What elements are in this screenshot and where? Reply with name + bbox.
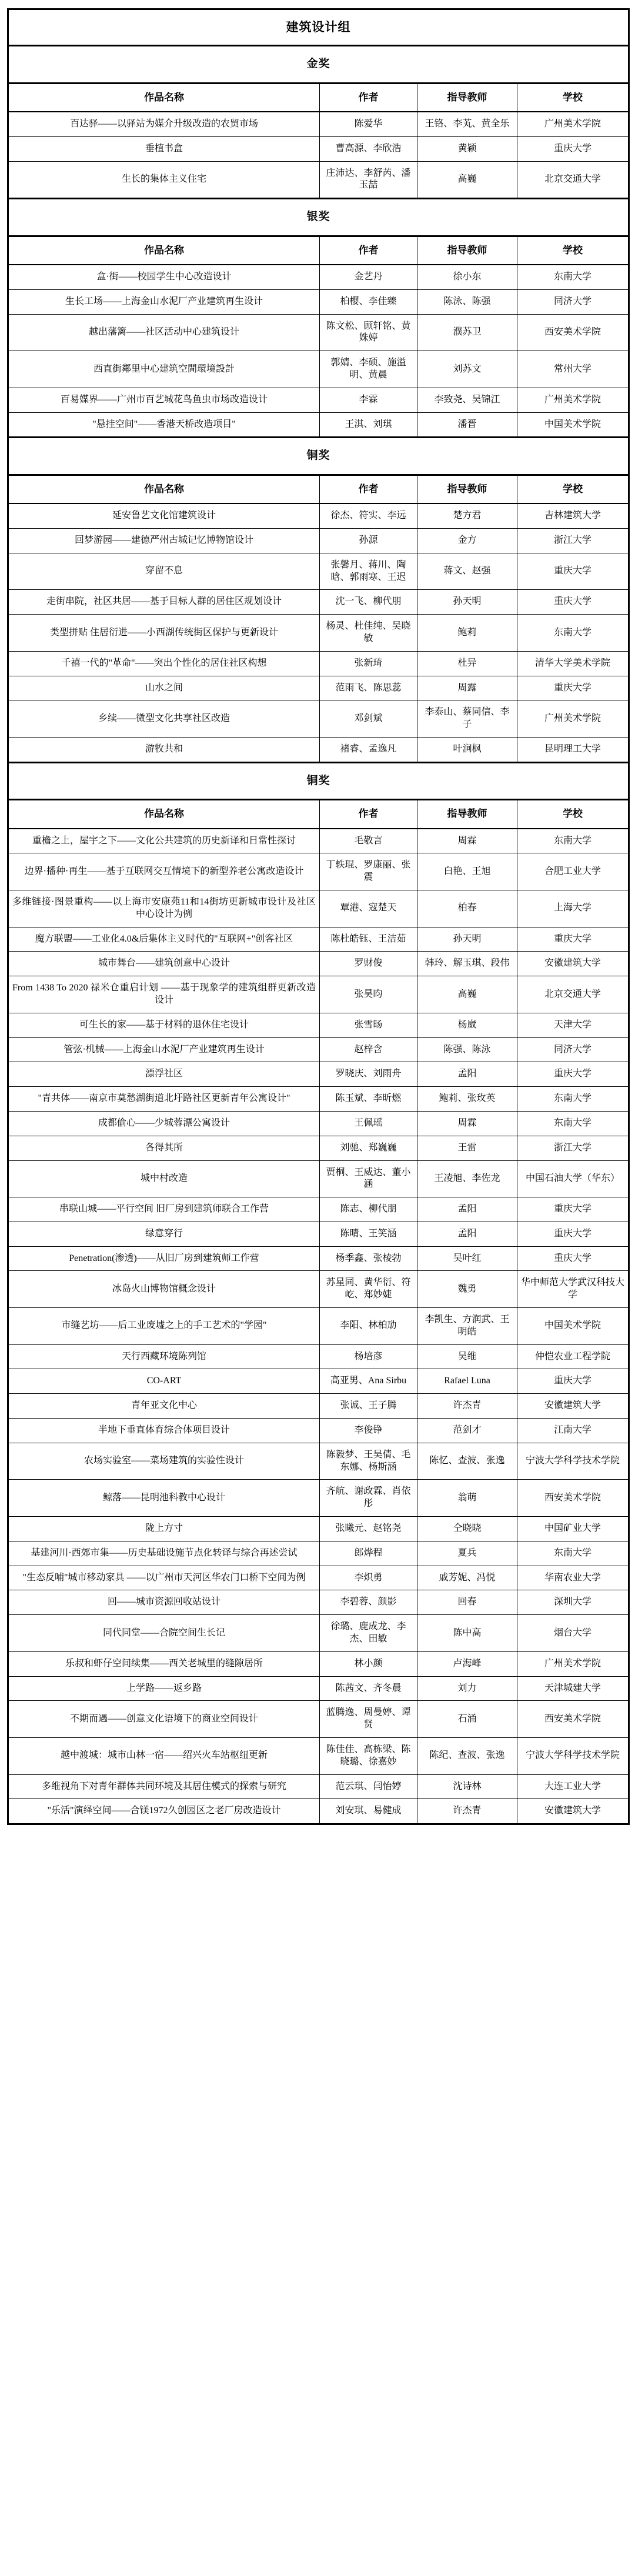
cell-author: 陈爱华	[320, 112, 417, 136]
cell-advisor: 翁萌	[417, 1480, 517, 1517]
cell-advisor: 柏春	[417, 890, 517, 927]
table-row	[8, 700, 629, 738]
cell-school: 中国矿业大学	[517, 1517, 629, 1541]
cell-advisor: 陈泳、陈强	[417, 289, 517, 314]
cell-author: 王淇、刘琪	[320, 412, 417, 438]
cell-work-title: 百达驿——以驿站为媒介升级改造的农贸市场	[8, 112, 320, 136]
cell-author: 高亚男、Ana Sirbu	[320, 1369, 417, 1394]
award-band-row	[8, 46, 629, 84]
cell-school: 大连工业大学	[517, 1774, 629, 1799]
cell-author: 李俊铮	[320, 1419, 417, 1443]
cell-school: 烟台大学	[517, 1615, 629, 1652]
cell-work-title: 漂浮社区	[8, 1062, 320, 1087]
cell-advisor: 周露	[417, 676, 517, 700]
cell-author: 范云琪、闫怡婷	[320, 1774, 417, 1799]
cell-work-title: 绿意穿行	[8, 1222, 320, 1246]
cell-author: 李炽勇	[320, 1566, 417, 1590]
cell-author: 范雨飞、陈思蕊	[320, 676, 417, 700]
cell-school: 清华大学美术学院	[517, 651, 629, 676]
cell-advisor: 杨崴	[417, 1013, 517, 1037]
table-row	[8, 1651, 629, 1676]
column-header-row	[8, 800, 629, 829]
cell-author: 齐航、谢政霖、肖依彤	[320, 1480, 417, 1517]
table-row	[8, 161, 629, 199]
cell-author: 柏樱、李佳臻	[320, 289, 417, 314]
cell-school: 东南大学	[517, 1541, 629, 1566]
cell-advisor: 李泰山、蔡同信、李子	[417, 700, 517, 738]
cell-author: 苏星同、黄华衍、符屹、郑妙婕	[320, 1271, 417, 1308]
table-row	[8, 1394, 629, 1419]
table-row	[8, 388, 629, 412]
table-row	[8, 1443, 629, 1480]
cell-advisor: 高巍	[417, 161, 517, 199]
cell-work-title: 生长的集体主义住宅	[8, 161, 320, 199]
cell-work-title: 山水之间	[8, 676, 320, 700]
cell-school: 中国美术学院	[517, 1308, 629, 1345]
cell-advisor: 仝晓晓	[417, 1517, 517, 1541]
cell-author: 陈晴、王笑涵	[320, 1222, 417, 1246]
column-header-advisor: 指导教师	[417, 475, 517, 504]
table-row	[8, 927, 629, 952]
cell-author: 毛敬言	[320, 829, 417, 853]
table-row	[8, 952, 629, 976]
cell-author: 蓝腾逸、周曼婷、谭贤	[320, 1701, 417, 1738]
cell-school: 中国美术学院	[517, 412, 629, 438]
cell-work-title: 百易媒界——广州市百艺城花鸟鱼虫市场改造设计	[8, 388, 320, 412]
cell-advisor: 鲍莉	[417, 615, 517, 652]
column-header-advisor: 指导教师	[417, 800, 517, 829]
cell-work-title: 各得其所	[8, 1136, 320, 1160]
cell-author: 邓剑斌	[320, 700, 417, 738]
cell-author: 张诚、王子腾	[320, 1394, 417, 1419]
table-row	[8, 289, 629, 314]
cell-work-title: 类型拼贴 住居衍进——小西湖传统街区保护与更新设计	[8, 615, 320, 652]
cell-work-title: 多维链接·图景重构——以上海市安康苑11和14街坊更新城市设计及社区中心设计为例	[8, 890, 320, 927]
table-row	[8, 976, 629, 1013]
cell-advisor: 许杰青	[417, 1394, 517, 1419]
table-row	[8, 553, 629, 590]
cell-advisor: 陈强、陈泳	[417, 1037, 517, 1062]
cell-school: 东南大学	[517, 265, 629, 289]
cell-advisor: Rafael Luna	[417, 1369, 517, 1394]
column-header-author: 作者	[320, 800, 417, 829]
cell-school: 同济大学	[517, 1037, 629, 1062]
table-row	[8, 314, 629, 351]
cell-school: 重庆大学	[517, 1246, 629, 1271]
column-header-row	[8, 475, 629, 504]
cell-advisor: 王铬、李芄、黄全乐	[417, 112, 517, 136]
cell-school: 东南大学	[517, 1111, 629, 1136]
cell-work-title: 穿留不息	[8, 553, 320, 590]
cell-work-title: From 1438 To 2020 禄米仓重启计划 ——基于现象学的建筑组群更新改造设计	[8, 976, 320, 1013]
table-row	[8, 503, 629, 528]
column-header-row	[8, 83, 629, 112]
cell-school: 安徽建筑大学	[517, 1799, 629, 1824]
table-row	[8, 1271, 629, 1308]
cell-school: 重庆大学	[517, 1222, 629, 1246]
table-row	[8, 1369, 629, 1394]
cell-author: 林小颜	[320, 1651, 417, 1676]
cell-school: 东南大学	[517, 1087, 629, 1112]
cell-work-title: 魔方联盟——工业化4.0&后集体主义时代的"互联网+"创客社区	[8, 927, 320, 952]
table-row	[8, 1197, 629, 1222]
cell-work-title: "悬挂空间"——香港天桥改造项目"	[8, 412, 320, 438]
table-row	[8, 1308, 629, 1345]
table-row	[8, 1013, 629, 1037]
cell-advisor: 沈诗林	[417, 1774, 517, 1799]
award-band-label: 金奖	[8, 46, 629, 84]
table-row	[8, 1566, 629, 1590]
table-row	[8, 1799, 629, 1824]
cell-author: 罗财俊	[320, 952, 417, 976]
column-header-work-title: 作品名称	[8, 800, 320, 829]
cell-advisor: 孙天明	[417, 927, 517, 952]
cell-author: 赵梓含	[320, 1037, 417, 1062]
cell-work-title: 生长工场——上海金山水泥厂产业建筑再生设计	[8, 289, 320, 314]
column-header-row	[8, 236, 629, 265]
cell-school: 西安美术学院	[517, 1701, 629, 1738]
column-header-school: 学校	[517, 475, 629, 504]
cell-school: 重庆大学	[517, 1197, 629, 1222]
cell-work-title: 乐叔和虾仔空间续集——西关老城里的缝隙居所	[8, 1651, 320, 1676]
cell-advisor: 孟阳	[417, 1062, 517, 1087]
cell-advisor: 夏兵	[417, 1541, 517, 1566]
cell-author: 贾桐、王威达、董小涵	[320, 1160, 417, 1197]
cell-advisor: 叶涧枫	[417, 737, 517, 762]
table-row	[8, 1541, 629, 1566]
award-band-row	[8, 199, 629, 236]
cell-author: 杨季鑫、张棱勃	[320, 1246, 417, 1271]
cell-school: 安徽建筑大学	[517, 1394, 629, 1419]
cell-advisor: 吴维	[417, 1344, 517, 1369]
cell-work-title: 延安鲁艺文化馆建筑设计	[8, 503, 320, 528]
cell-school: 重庆大学	[517, 676, 629, 700]
cell-advisor: 蒋文、赵强	[417, 553, 517, 590]
cell-work-title: "生态反哺"城市移动家具 ——以广州市天河区华农门口桥下空间为例	[8, 1566, 320, 1590]
cell-school: 同济大学	[517, 289, 629, 314]
cell-author: 杨培彦	[320, 1344, 417, 1369]
cell-advisor: 濮苏卫	[417, 314, 517, 351]
cell-school: 北京交通大学	[517, 161, 629, 199]
cell-school: 上海大学	[517, 890, 629, 927]
column-header-advisor: 指导教师	[417, 236, 517, 265]
cell-work-title: 回梦游园——建德严州古城记忆博物馆设计	[8, 529, 320, 553]
cell-author: 李碧蓉、颜影	[320, 1590, 417, 1615]
table-row	[8, 590, 629, 615]
cell-school: 深圳大学	[517, 1590, 629, 1615]
column-header-school: 学校	[517, 236, 629, 265]
cell-advisor: 鲍莉、张玫英	[417, 1087, 517, 1112]
cell-work-title: 可生长的家——基于材料的退休住宅设计	[8, 1013, 320, 1037]
cell-work-title: 越出藩篱——社区活动中心建筑设计	[8, 314, 320, 351]
cell-work-title: CO-ART	[8, 1369, 320, 1394]
cell-work-title: "乐活"演绎空间——合镁1972久创园区之老厂房改造设计	[8, 1799, 320, 1824]
column-header-advisor: 指导教师	[417, 83, 517, 112]
table-row	[8, 1774, 629, 1799]
cell-advisor: 魏勇	[417, 1271, 517, 1308]
cell-work-title: 盒·街——校园学生中心改造设计	[8, 265, 320, 289]
column-header-author: 作者	[320, 475, 417, 504]
cell-author: 张新琦	[320, 651, 417, 676]
cell-author: 褚睿、孟逸凡	[320, 737, 417, 762]
cell-school: 重庆大学	[517, 927, 629, 952]
cell-author: 陈佳佳、高栋梁、陈晓璐、徐嘉妙	[320, 1738, 417, 1775]
cell-school: 浙江大学	[517, 529, 629, 553]
cell-advisor: 孟阳	[417, 1197, 517, 1222]
cell-work-title: 农场实验室——菜场建筑的实验性设计	[8, 1443, 320, 1480]
cell-advisor: 李致尧、吴锦江	[417, 388, 517, 412]
table-row	[8, 1590, 629, 1615]
table-row	[8, 112, 629, 136]
cell-author: 丁轶琨、罗康丽、张震	[320, 853, 417, 890]
cell-advisor: 潘晋	[417, 412, 517, 438]
cell-work-title: 半地下垂直体育综合体项目设计	[8, 1419, 320, 1443]
cell-school: 华中师范大学武汉科技大学	[517, 1271, 629, 1308]
cell-author: 郎烨程	[320, 1541, 417, 1566]
cell-advisor: 白艳、王旭	[417, 853, 517, 890]
cell-school: 仲恺农业工程学院	[517, 1344, 629, 1369]
table-row	[8, 412, 629, 438]
cell-work-title: 同代同堂——合院空间生长记	[8, 1615, 320, 1652]
cell-author: 陈玉斌、李昕燃	[320, 1087, 417, 1112]
cell-school: 重庆大学	[517, 136, 629, 161]
table-row	[8, 651, 629, 676]
cell-school: 广州美术学院	[517, 112, 629, 136]
cell-advisor: 韩玲、解玉琪、段伟	[417, 952, 517, 976]
table-row	[8, 1087, 629, 1112]
cell-author: 覃港、寇楚天	[320, 890, 417, 927]
award-results-table	[7, 8, 630, 1825]
cell-author: 陈毅梦、王吴倩、毛东娜、杨斯涵	[320, 1443, 417, 1480]
cell-work-title: 回——城市资源回收站设计	[8, 1590, 320, 1615]
cell-author: 刘驰、郑巍巍	[320, 1136, 417, 1160]
table-row	[8, 737, 629, 762]
cell-advisor: 陈中高	[417, 1615, 517, 1652]
cell-author: 罗晓庆、刘雨舟	[320, 1062, 417, 1087]
table-row	[8, 1517, 629, 1541]
table-row	[8, 1222, 629, 1246]
cell-author: 陈茜文、齐冬晨	[320, 1676, 417, 1701]
cell-work-title: 冰岛火山博物馆概念设计	[8, 1271, 320, 1308]
table-row	[8, 853, 629, 890]
cell-school: 广州美术学院	[517, 1651, 629, 1676]
cell-school: 北京交通大学	[517, 976, 629, 1013]
cell-work-title: 游牧共和	[8, 737, 320, 762]
cell-advisor: 王凌旭、李佐龙	[417, 1160, 517, 1197]
cell-advisor: 高巍	[417, 976, 517, 1013]
cell-school: 宁波大学科学技术学院	[517, 1443, 629, 1480]
cell-school: 合肥工业大学	[517, 853, 629, 890]
award-band-label: 铜奖	[8, 762, 629, 800]
cell-school: 重庆大学	[517, 1062, 629, 1087]
table-row	[8, 1480, 629, 1517]
cell-school: 天津城建大学	[517, 1676, 629, 1701]
cell-advisor: 楚方君	[417, 503, 517, 528]
award-band-label: 银奖	[8, 199, 629, 236]
cell-author: 李阳、林柏劢	[320, 1308, 417, 1345]
cell-advisor: 陈忆、查波、张逸	[417, 1443, 517, 1480]
page-title: 建筑设计组	[8, 9, 629, 46]
cell-work-title: 管弦·机械——上海金山水泥厂产业建筑再生设计	[8, 1037, 320, 1062]
cell-work-title: 青年亚文化中心	[8, 1394, 320, 1419]
table-row	[8, 676, 629, 700]
table-row	[8, 351, 629, 388]
award-band-label: 铜奖	[8, 438, 629, 475]
cell-school: 天津大学	[517, 1013, 629, 1037]
award-band-row	[8, 762, 629, 800]
cell-work-title: 边界·播种·再生——基于互联网交互情境下的新型养老公寓改造设计	[8, 853, 320, 890]
table-row	[8, 265, 629, 289]
table-row	[8, 1062, 629, 1087]
table-row	[8, 1246, 629, 1271]
cell-school: 东南大学	[517, 615, 629, 652]
table-row	[8, 615, 629, 652]
cell-school: 广州美术学院	[517, 388, 629, 412]
cell-author: 孙源	[320, 529, 417, 553]
cell-work-title: 上学路——返乡路	[8, 1676, 320, 1701]
cell-school: 重庆大学	[517, 1369, 629, 1394]
cell-work-title: 天行西藏环境陈列馆	[8, 1344, 320, 1369]
cell-advisor: 戚芳妮、冯悦	[417, 1566, 517, 1590]
cell-work-title: "青共体——南京市莫愁湖街道北圩路社区更新青年公寓设计"	[8, 1087, 320, 1112]
cell-advisor: 回春	[417, 1590, 517, 1615]
cell-author: 李霖	[320, 388, 417, 412]
cell-school: 江南大学	[517, 1419, 629, 1443]
cell-school: 中国石油大学（华东）	[517, 1160, 629, 1197]
column-header-author: 作者	[320, 83, 417, 112]
cell-author: 庄沛达、李舒芮、潘玉喆	[320, 161, 417, 199]
cell-school: 西安美术学院	[517, 1480, 629, 1517]
table-row	[8, 1037, 629, 1062]
cell-author: 金艺丹	[320, 265, 417, 289]
cell-work-title: 千禧一代的"革命"——突出个性化的居住社区构想	[8, 651, 320, 676]
cell-school: 重庆大学	[517, 590, 629, 615]
cell-work-title: 西直街鄰里中心建筑空間環境設計	[8, 351, 320, 388]
cell-work-title: 陇上方寸	[8, 1517, 320, 1541]
cell-school: 昆明理工大学	[517, 737, 629, 762]
cell-advisor: 王雷	[417, 1136, 517, 1160]
cell-author: 徐璐、鹿成龙、李杰、田敏	[320, 1615, 417, 1652]
cell-advisor: 卢海峰	[417, 1651, 517, 1676]
column-header-work-title: 作品名称	[8, 236, 320, 265]
cell-work-title: 串联山城——平行空间 旧厂房到建筑师联合工作营	[8, 1197, 320, 1222]
table-row	[8, 1160, 629, 1197]
table-row	[8, 1136, 629, 1160]
cell-work-title: 走街串院，社区共居——基于目标人群的居住区规划设计	[8, 590, 320, 615]
cell-author: 沈一飞、柳代朋	[320, 590, 417, 615]
cell-author: 杨灵、杜佳纯、吴晓敏	[320, 615, 417, 652]
cell-author: 刘安琪、易健成	[320, 1799, 417, 1824]
table-row	[8, 829, 629, 853]
cell-work-title: 重檐之上，屋宇之下——文化公共建筑的历史新译和日常性探讨	[8, 829, 320, 853]
cell-school: 西安美术学院	[517, 314, 629, 351]
cell-school: 吉林建筑大学	[517, 503, 629, 528]
cell-work-title: 多维视角下对青年群体共同环境及其居住模式的探索与研究	[8, 1774, 320, 1799]
cell-school: 宁波大学科学技术学院	[517, 1738, 629, 1775]
cell-author: 张雪旸	[320, 1013, 417, 1037]
table-row	[8, 1419, 629, 1443]
column-header-work-title: 作品名称	[8, 83, 320, 112]
cell-advisor: 陈纪、查波、张逸	[417, 1738, 517, 1775]
award-band-row	[8, 438, 629, 475]
column-header-work-title: 作品名称	[8, 475, 320, 504]
table-row	[8, 1701, 629, 1738]
cell-author: 陈志、柳代朋	[320, 1197, 417, 1222]
table-row	[8, 1738, 629, 1775]
cell-work-title: 城市舞台——建筑创意中心设计	[8, 952, 320, 976]
cell-work-title: 垂植书盒	[8, 136, 320, 161]
cell-author: 徐杰、符实、李远	[320, 503, 417, 528]
column-header-author: 作者	[320, 236, 417, 265]
column-header-school: 学校	[517, 800, 629, 829]
cell-advisor: 刘苏文	[417, 351, 517, 388]
cell-work-title: 城中村改造	[8, 1160, 320, 1197]
cell-author: 张昊昀	[320, 976, 417, 1013]
document-title-row	[8, 9, 629, 46]
table-row	[8, 1615, 629, 1652]
cell-advisor: 范剑才	[417, 1419, 517, 1443]
cell-work-title: 鲸落——昆明池科教中心设计	[8, 1480, 320, 1517]
cell-advisor: 石涌	[417, 1701, 517, 1738]
cell-school: 常州大学	[517, 351, 629, 388]
cell-author: 陈杜皓钰、王洁茹	[320, 927, 417, 952]
cell-author: 张曦元、赵铭尧	[320, 1517, 417, 1541]
table-row	[8, 890, 629, 927]
cell-work-title: 基建河川·西郊市集——历史基础设施节点化转译与综合再述尝试	[8, 1541, 320, 1566]
cell-school: 重庆大学	[517, 553, 629, 590]
cell-work-title: 市缝艺坊——后工业废墟之上的手工艺术的"学园"	[8, 1308, 320, 1345]
cell-school: 华南农业大学	[517, 1566, 629, 1590]
cell-advisor: 吴叶红	[417, 1246, 517, 1271]
table-row	[8, 1344, 629, 1369]
cell-school: 东南大学	[517, 829, 629, 853]
cell-advisor: 李凯生、方润武、王明皓	[417, 1308, 517, 1345]
cell-work-title: Penetration(渗透)——从旧厂房到建筑师工作营	[8, 1246, 320, 1271]
cell-advisor: 周霖	[417, 1111, 517, 1136]
column-header-school: 学校	[517, 83, 629, 112]
cell-school: 广州美术学院	[517, 700, 629, 738]
table-row	[8, 136, 629, 161]
cell-advisor: 黄颖	[417, 136, 517, 161]
table-row	[8, 1111, 629, 1136]
cell-advisor: 刘力	[417, 1676, 517, 1701]
cell-work-title: 越中渡城：城市山林一宿——绍兴火车站枢纽更新	[8, 1738, 320, 1775]
cell-school: 浙江大学	[517, 1136, 629, 1160]
cell-advisor: 周霖	[417, 829, 517, 853]
cell-advisor: 孙天明	[417, 590, 517, 615]
table-row	[8, 1676, 629, 1701]
cell-work-title: 不期而遇——创意文化语境下的商业空间设计	[8, 1701, 320, 1738]
cell-advisor: 金方	[417, 529, 517, 553]
cell-author: 张馨月、蒋川、陶晗、郭雨寒、王迟	[320, 553, 417, 590]
cell-advisor: 许杰青	[417, 1799, 517, 1824]
cell-author: 曹高源、李欣浩	[320, 136, 417, 161]
cell-author: 王佩瑶	[320, 1111, 417, 1136]
cell-school: 安徽建筑大学	[517, 952, 629, 976]
cell-advisor: 杜异	[417, 651, 517, 676]
cell-author: 陈文松、顾轩铭、黄姝婷	[320, 314, 417, 351]
cell-advisor: 孟阳	[417, 1222, 517, 1246]
cell-author: 郭婧、李硕、施溢明、黄晨	[320, 351, 417, 388]
cell-work-title: 乡续——微型文化共享社区改造	[8, 700, 320, 738]
cell-advisor: 徐小东	[417, 265, 517, 289]
cell-work-title: 成都偷心——少城蓉漂公寓设计	[8, 1111, 320, 1136]
table-row	[8, 529, 629, 553]
